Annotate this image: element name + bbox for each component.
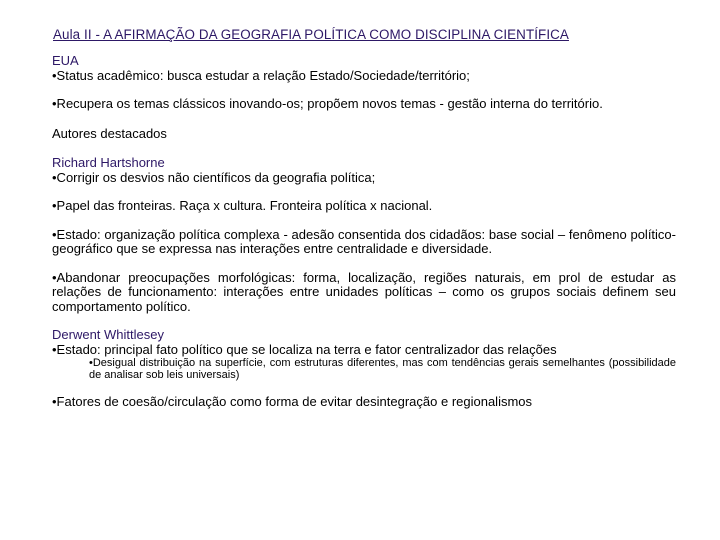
eua-heading: EUA xyxy=(52,53,79,68)
autores-heading: Autores destacados xyxy=(52,125,167,141)
whittlesey-bullet-2: •Fatores de coesão/circulação como forma de evitar desintegração e regionalismos xyxy=(52,394,533,409)
hartshorne-bullet-3: •Estado: organização política complexa - adesão consentida dos cidadãos: base social – fenômeno político-geográfico que se expressa nas interações entre centralidade e diversidade. xyxy=(52,226,676,256)
whittlesey-bullet-1: •Estado: principal fato político que se localiza na terra e fator centralizador das relações xyxy=(52,341,557,357)
slide-title: Aula II - A AFIRMAÇÃO DA GEOGRAFIA POLÍTICA COMO DISCIPLINA CIENTÍFICA xyxy=(53,27,569,42)
whittlesey-sub-bullet: •Desigual distribuição na superfície, com estruturas diferentes, mas com tendências gerais semelhantes (possibilidade de analisar sob leis universais) xyxy=(89,357,676,381)
hartshorne-bullet-4: •Abandonar preocupações morfológicas: forma, localização, regiões naturais, em prol de estudar as relações de funcionamento: interações entre unidades políticas – como os grupos sociais definem seu comportamento político. xyxy=(52,269,676,314)
whittlesey-heading: Derwent Whittlesey xyxy=(52,327,164,342)
eua-recupera-bullet: •Recupera os temas clássicos inovando-os; propõem novos temas - gestão interna do território. xyxy=(52,96,603,111)
hartshorne-bullet-2: •Papel das fronteiras. Raça x cultura. Fronteira política x nacional. xyxy=(52,198,433,213)
hartshorne-bullet-1: •Corrigir os desvios não científicos da geografia política; xyxy=(52,169,376,185)
eua-status-bullet: •Status acadêmico: busca estudar a relação Estado/Sociedade/território; xyxy=(52,67,470,83)
slide-content xyxy=(52,54,676,410)
hartshorne-heading: Richard Hartshorne xyxy=(52,155,165,170)
